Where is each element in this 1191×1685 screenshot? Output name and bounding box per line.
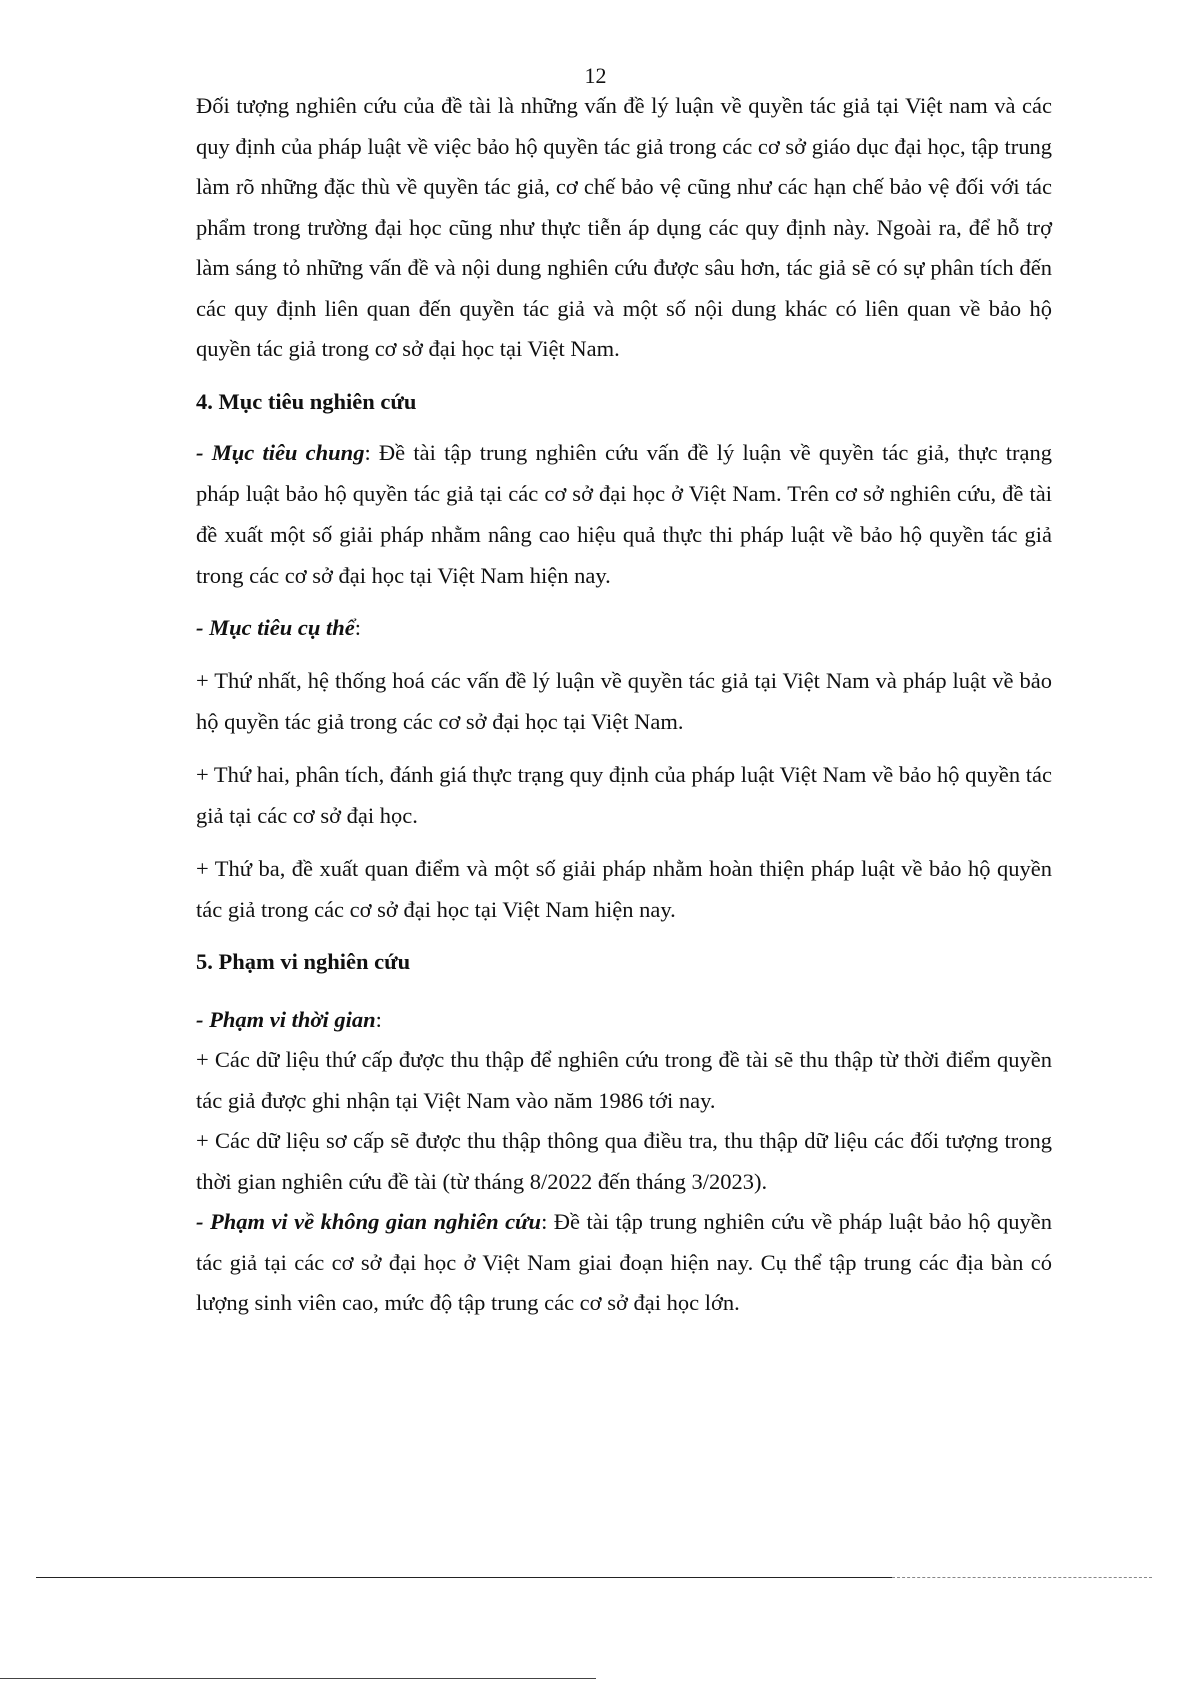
section-5-heading: 5. Phạm vi nghiên cứu (196, 948, 411, 974)
list-item: + Các dữ liệu sơ cấp sẽ được thu thập thông qua điều tra, thu thập dữ liệu các đối tượng trong thời gian nghiên cứu đề tài (từ tháng 8/2022 đến tháng 3/2023). (196, 1128, 1052, 1194)
space-scope-paragraph (196, 1202, 1052, 1324)
general-goal-paragraph (196, 432, 1052, 596)
specific-goal-colon: : (354, 614, 362, 640)
document-body (196, 86, 1052, 1324)
specific-goal-label: Mục tiêu cụ thể (209, 614, 355, 640)
list-item: + Thứ hai, phân tích, đánh giá thực trạng quy định của pháp luật Việt Nam về bảo hộ quyền tác giả tại các cơ sở đại học. (196, 761, 1052, 828)
general-goal-label: Mục tiêu chung (211, 439, 365, 465)
list-item: + Thứ ba, đề xuất quan điểm và một số giải pháp nhằm hoàn thiện pháp luật về bảo hộ quyền tác giả trong các cơ sở đại học tại Việt Nam hiện nay. (196, 855, 1052, 922)
page-number: 12 (584, 63, 607, 88)
list-item: + Thứ nhất, hệ thống hoá các vấn đề lý luận về quyền tác giả tại Việt Nam và pháp luật về bảo hộ quyền tác giả trong các cơ sở đại học tại Việt Nam. (196, 667, 1052, 734)
intro-paragraph: Đối tượng nghiên cứu của đề tài là những vấn đề lý luận về quyền tác giả tại Việt nam và các quy định của pháp luật về việc bảo hộ quyền tác giả trong các cơ sở giáo dục đại học, tập trung làm rõ những đặc thù về quyền tác giả, cơ chế bảo vệ cũng như các hạn chế bảo vệ đối với tác phẩm trong trường đại học cũng như thực tiễn áp dụng các quy định này. Ngoài ra, để hỗ trợ làm sáng tỏ những vấn đề và nội dung nghiên cứu được sâu hơn, tác giả sẽ có sự phân tích đến các quy định liên quan đến quyền tác giả và một số nội dung khác có liên quan về bảo hộ quyền tác giả trong cơ sở đại học tại Việt Nam. (196, 93, 1052, 361)
footer-rule-dashed (892, 1577, 1152, 1578)
space-scope-label: Phạm vi về không gian nghiên cứu (209, 1209, 542, 1234)
specific-goal-dash: - (196, 614, 210, 640)
section-4-heading: 4. Mục tiêu nghiên cứu (196, 388, 417, 414)
footer-rule (36, 1577, 892, 1578)
specific-goal-line (196, 608, 1052, 648)
space-scope-text: : Đề tài tập trung nghiên cứu về pháp luật bảo hộ quyền tác giả tại các cơ sở đại học ở Việt Nam giai đoạn hiện nay. Cụ thể tập trung các địa bàn có lượng sinh viên cao, mức độ tập trung các cơ sở đại học lớn. (196, 1209, 1052, 1315)
list-item: + Các dữ liệu thứ cấp được thu thập để nghiên cứu trong đề tài sẽ thu thập từ thời điểm quyền tác giả được ghi nhận tại Việt Nam vào năm 1986 tới nay. (196, 1047, 1052, 1113)
time-scope-label: Phạm vi thời gian (209, 1006, 376, 1032)
general-goal-dash: - (196, 439, 212, 465)
time-scope-dash: - (196, 1006, 210, 1032)
space-scope-dash: - (196, 1209, 210, 1234)
bottom-edge-rule (0, 1678, 596, 1679)
time-scope-line (196, 1000, 1052, 1041)
general-goal-text: : Đề tài tập trung nghiên cứu vấn đề lý luận về quyền tác giả, thực trạng pháp luật bảo hộ quyền tác giả tại các cơ sở đại học ở Việt Nam. Trên cơ sở nghiên cứu, đề tài đề xuất một số giải pháp nhằm nâng cao hiệu quả thực thi pháp luật về bảo hộ quyền tác giả trong các cơ sở đại học tại Việt Nam hiện nay. (196, 439, 1053, 588)
time-scope-colon: : (375, 1006, 382, 1032)
